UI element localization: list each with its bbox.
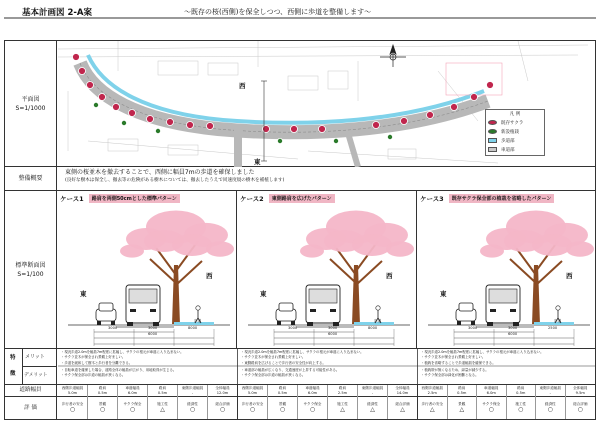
evaluation-mark: △ (370, 406, 375, 414)
dimension-label: 8000 (188, 326, 198, 330)
evaluation-cell (328, 397, 358, 419)
evaluation-criterion: サクラ保全 (123, 401, 142, 406)
width-cell (268, 385, 298, 397)
width-item: 東側歩道幅員 (361, 386, 384, 391)
width-cell (88, 385, 118, 397)
evaluation-cell (536, 397, 566, 419)
case-number: ケース1 (60, 195, 84, 203)
north-arrow-icon (380, 45, 406, 67)
evaluation-criterion: 経済性 (367, 401, 378, 406)
width-value: 14.0m (396, 391, 409, 395)
features-sublabels (23, 349, 57, 384)
width-value: 12.0m (216, 391, 229, 395)
evaluation-criterion: 景観 (278, 401, 287, 406)
demerit-text (241, 368, 415, 379)
width-value: 2.5m (427, 391, 437, 395)
overview-line-2: (良好な樹木は保全し、撤去等の危険がある樹木については、撤去したうえで同速度規の樹木を補植します) (65, 177, 285, 183)
evaluation-criterion: 景観 (458, 401, 466, 406)
plan-label-title: 平面図 (21, 95, 40, 103)
features-row (5, 349, 595, 385)
cherry-canopy (532, 234, 572, 256)
section-label-scale: S=1/100 (17, 270, 44, 278)
plan-legend (485, 109, 545, 156)
width-item: 全体幅員 (395, 386, 410, 391)
width-item: 西側歩道幅員 (61, 386, 84, 391)
merit-line: ・歩道を緩和して樹木と歩行者を分離できる。 (61, 360, 133, 365)
sheet-subtitle: ～既存の桜(西側)を保全しつつ、西側に歩道を整備します～ (184, 8, 372, 16)
evaluation-cell (208, 397, 238, 419)
evaluation-criterion: 歩行者の安全 (61, 401, 84, 406)
legend-label: 歩道部 (501, 138, 515, 144)
cherry-canopy (300, 244, 324, 257)
demerit-text (61, 368, 235, 379)
bus-icon (126, 285, 160, 326)
evaluation-mark: △ (459, 406, 465, 414)
demerit-text (421, 368, 595, 379)
section-east-marker: 東 (80, 290, 87, 298)
merit-line: ・サクラ並木が保全され景観上好ましい。 (61, 355, 126, 360)
dimension-label: 6000 (328, 332, 338, 336)
width-cell (418, 385, 448, 397)
evaluation-mark: △ (340, 406, 345, 414)
section-row (5, 191, 595, 349)
case-3-panel (418, 191, 595, 349)
width-value: 6.0m (127, 391, 138, 395)
merit-text (61, 350, 235, 366)
section-west-marker: 西 (566, 272, 573, 280)
evaluation-cell (148, 397, 178, 419)
width-value: 5.0m (247, 391, 258, 395)
legend-item (488, 136, 542, 145)
dimension-label: 6000 (148, 332, 158, 336)
merit-text (421, 350, 595, 366)
cherry-canopy (480, 244, 504, 257)
evaluation-criterion: 施工性 (337, 401, 348, 406)
dimension-label: 歩道 (194, 319, 202, 323)
width-value: 5.0m (67, 391, 78, 395)
legend-label: 車道部 (501, 147, 515, 153)
case-number: ケース3 (420, 195, 444, 203)
case-title-text: 東側路肩を広げたパターン (269, 194, 335, 203)
case-1-title (60, 193, 180, 204)
section-label (5, 191, 57, 348)
evaluation-cell (118, 397, 148, 419)
plan-east-marker: 東 (254, 158, 261, 166)
demerit-line: ・植栽帯が無くなるため、緑量が減少する。 (421, 368, 489, 372)
case-1-panel (58, 191, 237, 349)
width-item: 路肩 (517, 386, 525, 391)
merit-line: ・サクラ並木が保全され景観上好ましい。 (241, 355, 306, 360)
width-value: - (371, 391, 374, 395)
evaluation-cell (178, 397, 208, 419)
merit-line: ・植栽を省略することで歩道幅員を確保できる。 (421, 360, 496, 365)
bus-icon (486, 285, 520, 326)
width-cell (58, 385, 88, 397)
bus-icon (306, 285, 340, 326)
width-cell (148, 385, 178, 397)
car-icon (96, 303, 116, 325)
car-icon (276, 303, 296, 325)
demerit-line: ・サクラ保全部は歩道の幅員が狭くなる。 (61, 373, 126, 378)
legend-swatch-icon (488, 120, 497, 125)
evaluation-mark: ○ (69, 406, 76, 414)
road-width-row (5, 385, 595, 397)
dimension-label: 歩道 (374, 319, 382, 323)
width-cell (358, 385, 388, 397)
width-cell (298, 385, 328, 397)
width-cell (388, 385, 418, 397)
plan-label-scale: S=1/1000 (15, 104, 46, 112)
overview-text (65, 169, 284, 184)
evaluation-criterion: 総合評価 (395, 401, 410, 406)
evaluation-cell (507, 397, 537, 419)
evaluation-mark: △ (160, 406, 165, 414)
case-2-panel (238, 191, 417, 349)
merit-line: ・現況歩道2.0mを幅員7m程度に拡幅し、サクラの根元が車道に入り込まない。 (241, 350, 364, 354)
width-cell (448, 385, 478, 397)
evaluation-mark: △ (429, 406, 435, 414)
demerit-line: ・サクラ保全部は緑化が困難となる。 (421, 373, 479, 378)
legend-item (488, 145, 542, 154)
width-item: 路肩 (278, 386, 287, 391)
plan-west-marker: 西 (239, 82, 246, 90)
evaluation-cell (477, 397, 507, 419)
plan-label (5, 41, 57, 166)
legend-swatch-icon (488, 138, 497, 143)
legend-swatch-icon (488, 129, 497, 134)
width-value: - (191, 391, 194, 395)
car-icon (456, 303, 476, 325)
evaluation-mark: ○ (547, 406, 553, 414)
legend-title: 凡 例 (509, 112, 521, 117)
case-2-title (240, 193, 335, 204)
demerit-line: ・車道部の幅員が広くなり、交通速度が上昇する可能性がある。 (241, 368, 340, 372)
dimension-label: 3000 (468, 326, 478, 330)
evaluation-criterion: 経済性 (187, 401, 198, 406)
evaluation-row (5, 397, 595, 419)
width-cell (178, 385, 208, 397)
dimension-label: 3000 (288, 326, 298, 330)
width-item: 路肩 (338, 386, 347, 391)
width-cell (238, 385, 268, 397)
overview-label: 整備概要 (5, 167, 57, 190)
width-cell (208, 385, 238, 397)
width-item: 西側歩道幅員 (241, 386, 264, 391)
header (4, 4, 596, 18)
evaluation-cell (358, 397, 388, 419)
case-title-text: 既存サクラ保全部の植栽を省略したパターン (449, 194, 555, 203)
evaluation-criterion: 歩行者の安全 (421, 401, 444, 406)
section-label-title: 標準断面図 (15, 261, 46, 269)
dimension-label: 3000 (108, 326, 118, 330)
width-item: 東側歩道幅員 (181, 386, 204, 391)
evaluation-cell (418, 397, 448, 419)
overview-row (5, 167, 595, 191)
road-width-label: 道路幅員 (5, 385, 57, 396)
width-value: - (549, 391, 551, 395)
section-east-marker: 東 (260, 290, 267, 298)
section-west-marker: 西 (386, 272, 393, 280)
dimension-label: 6000 (508, 332, 518, 336)
width-item: 路肩 (158, 386, 167, 391)
dimension-label: 8000 (368, 326, 378, 330)
evaluation-criterion: 歩行者の安全 (241, 401, 264, 406)
evaluation-criterion: 経済性 (544, 401, 556, 406)
evaluation-cell (268, 397, 298, 419)
dimension-label: 3000 (328, 326, 338, 330)
features-group-label (5, 349, 23, 384)
evaluation-cell (298, 397, 328, 419)
evaluation-criterion: 総合評価 (215, 401, 230, 406)
width-value: 0.5m (157, 391, 168, 395)
evaluation-cell (88, 397, 118, 419)
plan-row (5, 41, 595, 167)
width-cell (118, 385, 148, 397)
case-3-title (420, 193, 554, 204)
evaluation-mark: △ (400, 406, 405, 414)
evaluation-mark: ○ (488, 406, 494, 414)
width-item: 路肩 (458, 386, 466, 391)
evaluation-cell (566, 397, 596, 419)
width-cell (566, 385, 596, 397)
evaluation-criterion: 総合評価 (573, 401, 588, 406)
evaluation-criterion: サクラ保全 (303, 401, 322, 406)
legend-swatch-icon (488, 147, 497, 152)
width-value: 0.5m (277, 391, 288, 395)
evaluation-criterion: サクラ保全 (482, 401, 501, 406)
width-value: 9.5m (575, 391, 585, 395)
evaluation-cell (448, 397, 478, 419)
evaluation-label: 評 価 (5, 397, 57, 419)
width-item: 東側歩道幅員 (539, 386, 562, 391)
evaluation-mark: ○ (518, 406, 524, 414)
width-value: 6.0m (307, 391, 318, 395)
width-item: 車道幅員 (125, 386, 140, 391)
merit-line: ・現況歩道2.0mを幅員7m程度に拡幅し、サクラの根元が車道に入り込まない。 (421, 350, 544, 354)
merit-text (241, 350, 415, 366)
case-title-text: 路肩を両側50cmとした標準パターン (89, 194, 180, 203)
evaluation-criterion: 景観 (98, 401, 107, 406)
evaluation-mark: ○ (99, 406, 106, 414)
cherry-canopy (352, 234, 392, 256)
width-item: 全体幅員 (215, 386, 230, 391)
merit-line: ・サクラ並木が保全され景観上好ましい。 (421, 355, 486, 360)
evaluation-cell (238, 397, 268, 419)
case-number: ケース2 (240, 195, 264, 203)
legend-item (488, 118, 542, 127)
overview-line-1: 東側の桜並木を撤去することで、西側に幅員7mの歩道を確保しました (65, 169, 255, 176)
demerit-line: ・自転車道を確保した場合、道路全体の幅員が広がり、用地取得が生じる。 (61, 368, 177, 372)
evaluation-mark: ○ (309, 406, 316, 414)
evaluation-criterion: 施工性 (515, 401, 527, 406)
cherry-canopy (172, 234, 212, 256)
dimension-label: 歩道 (554, 319, 562, 323)
legend-item (488, 127, 542, 136)
features-label-a: 特 (10, 355, 16, 361)
features-label-b: 徴 (10, 371, 16, 377)
evaluation-mark: ○ (249, 406, 256, 414)
evaluation-cell (388, 397, 418, 419)
evaluation-mark: ○ (129, 406, 136, 414)
sheet-title: 基本計画図 2-A案 (22, 8, 92, 18)
width-value: 2.5m (337, 391, 348, 395)
evaluation-mark: ○ (189, 406, 196, 414)
width-item: 車道幅員 (305, 386, 320, 391)
legend-label: 新設植栽 (501, 129, 519, 135)
demerit-line: ・サクラ保全部は歩道の幅員が狭くなる。 (241, 373, 306, 378)
width-value: 0.5m (97, 391, 108, 395)
cherry-canopy (206, 241, 234, 256)
evaluation-mark: ○ (279, 406, 286, 414)
merit-line: ・東側路肩を広げることで歩行者の安全性が向上する。 (241, 360, 326, 365)
demerit-label: デメリット (24, 373, 48, 378)
section-east-marker: 東 (440, 290, 447, 298)
width-cell (328, 385, 358, 397)
main-frame (4, 40, 596, 420)
dimension-label: 3000 (148, 326, 158, 330)
legend-label: 既存サクラ (501, 120, 524, 126)
width-item: 西側歩道幅員 (421, 386, 444, 391)
evaluation-cell (58, 397, 88, 419)
dimension-label: 3000 (508, 326, 518, 330)
cherry-canopy (120, 244, 144, 257)
width-item: 車道幅員 (484, 386, 499, 391)
width-cell (507, 385, 537, 397)
cherry-canopy (386, 241, 414, 256)
dimension-label: 2500 (548, 326, 558, 330)
merit-label: メリット (25, 354, 45, 360)
width-item: 路肩 (98, 386, 107, 391)
evaluation-criterion: 施工性 (157, 401, 168, 406)
width-cell (536, 385, 566, 397)
merit-line: ・現況歩道2.0mを幅員7m程度に拡幅し、サクラの根元が車道に入り込まない。 (61, 350, 184, 354)
plan-sheet (4, 4, 596, 420)
width-cell (477, 385, 507, 397)
cherry-canopy (566, 241, 594, 256)
width-value: 0.5m (457, 391, 467, 395)
width-value: 0.5m (516, 391, 526, 395)
width-value: 6.0m (486, 391, 496, 395)
width-item: 全体幅員 (573, 386, 588, 391)
evaluation-mark: ○ (219, 406, 226, 414)
section-west-marker: 西 (206, 272, 213, 280)
evaluation-mark: ○ (577, 406, 583, 414)
